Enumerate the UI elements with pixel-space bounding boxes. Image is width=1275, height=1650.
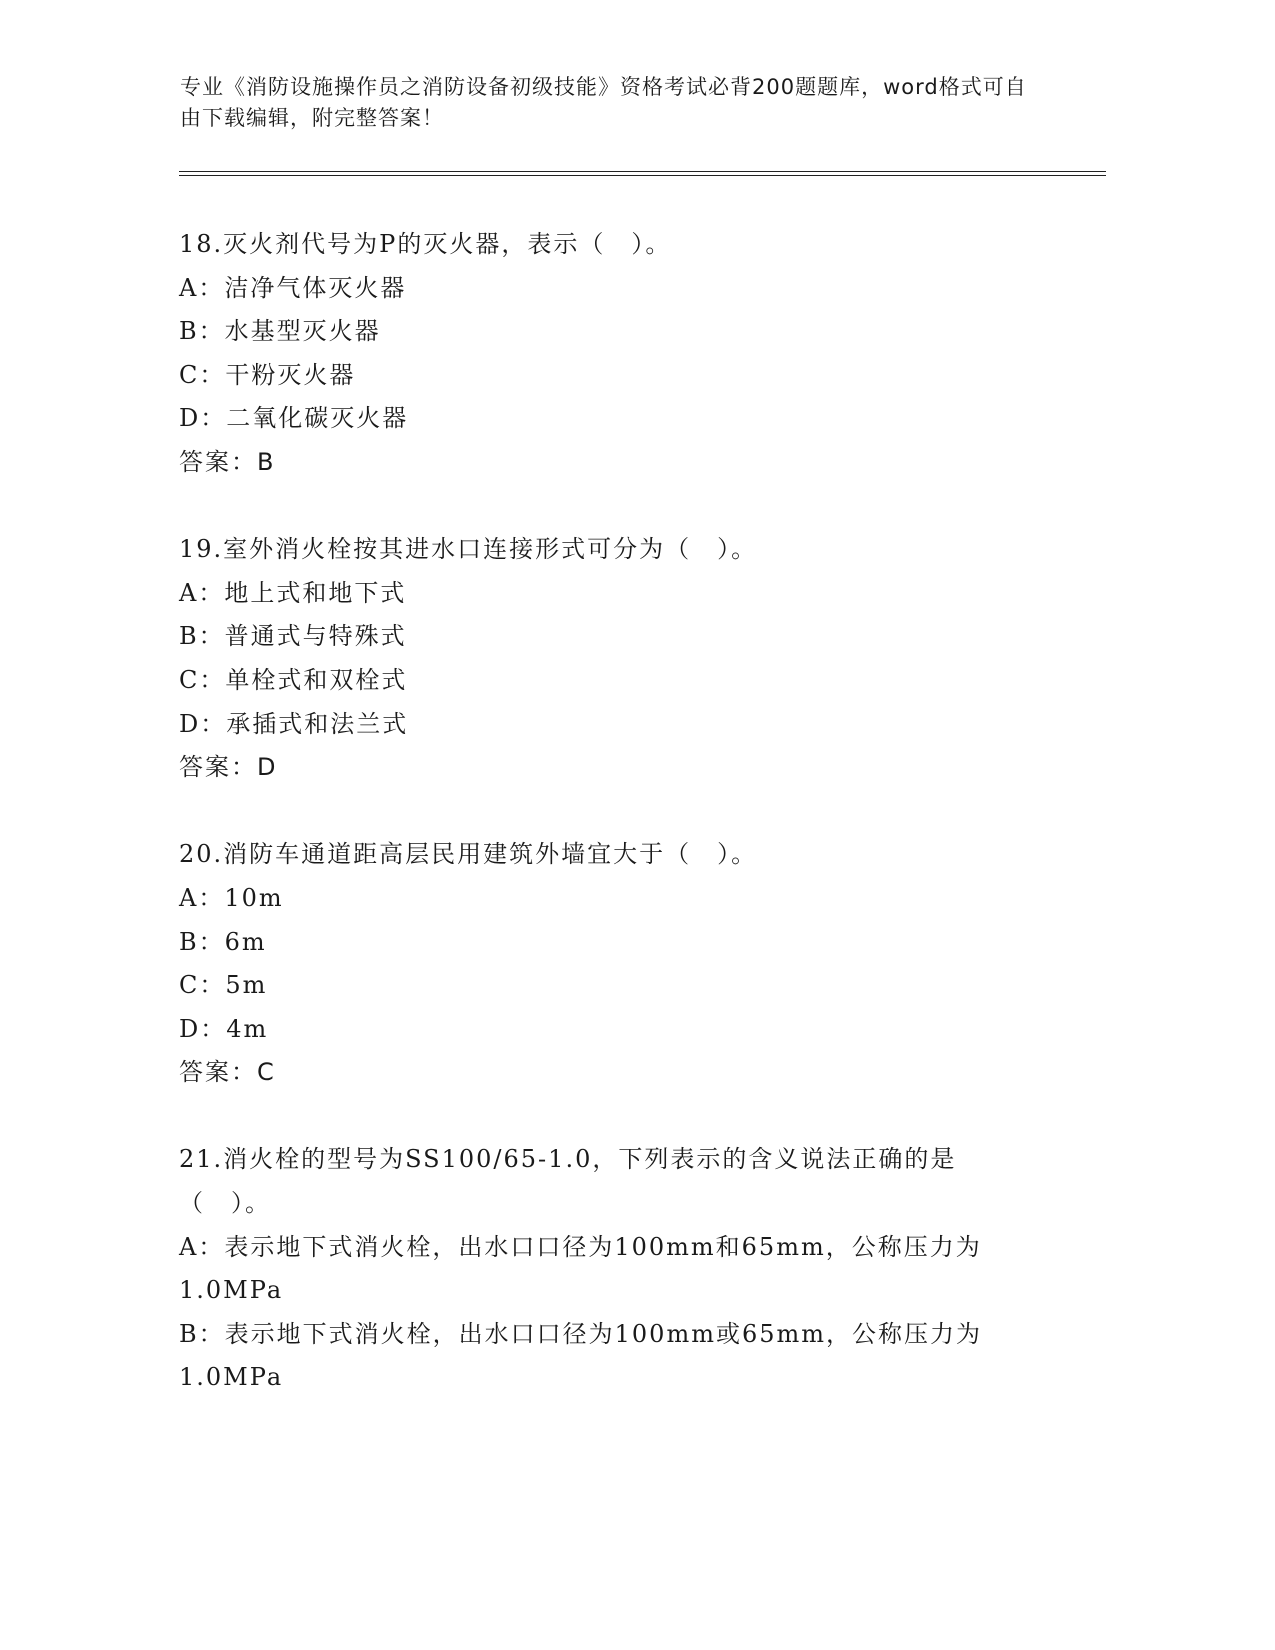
option-c: C：干粉灭火器 [179,360,356,389]
option-a: A：表示地下式消火栓，出水口口径为100mm和65mm，公称压力为1.0MPa [179,1232,982,1305]
question-21 [179,1138,1039,1400]
option-a: A：10m [179,883,284,912]
question-list [179,223,1039,1444]
question-stem: 20.消防车通道距高层民用建筑外墙宜大于（ ）。 [179,840,758,869]
question-stem: 19.室外消火栓按其进水口连接形式可分为（ ）。 [179,535,758,564]
option-b: B：表示地下式消火栓，出水口口径为100mm或65mm，公称压力为1.0MPa [179,1319,983,1392]
question-20 [179,833,1039,1095]
header-divider-top [179,171,1106,172]
header-divider-bottom [179,175,1106,176]
option-b: B：水基型灭火器 [179,317,381,346]
answer-label: 答案：C [179,1058,276,1087]
question-19 [179,528,1039,790]
option-b: B：普通式与特殊式 [179,622,407,651]
question-stem: 18.灭火剂代号为P的灭火器，表示（ ）。 [179,230,672,258]
option-b: B：6m [179,927,267,956]
option-c: C：单栓式和双栓式 [179,665,408,694]
question-18 [179,223,1039,485]
answer-label: 答案：D [179,753,278,782]
option-c: C：5m [179,971,268,1000]
option-d: D：4m [179,1014,269,1043]
option-a: A：洁净气体灭火器 [179,273,407,302]
question-stem: 21.消火栓的型号为SS100/65-1.0，下列表示的含义说法正确的是（ ）。 [179,1145,957,1218]
option-d: D：承插式和法兰式 [179,709,409,738]
option-d: D：二氧化碳灭火器 [179,404,409,433]
document-header: 专业《消防设施操作员之消防设备初级技能》资格考试必背200题题库，word格式可自由下载编辑，附完整答案！ [180,75,1027,130]
option-a: A：地上式和地下式 [179,578,407,607]
answer-label: 答案：B [179,447,276,476]
